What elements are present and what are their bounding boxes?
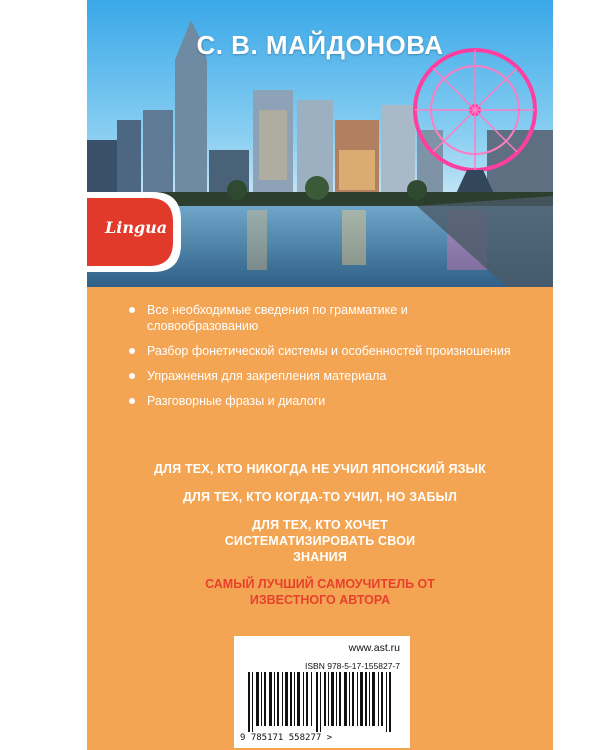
publisher-url: www.ast.ru <box>348 642 400 654</box>
barcode-icon <box>248 672 396 732</box>
book-back-cover <box>87 0 553 750</box>
feature-text: Упражнения для закрепления материала <box>147 369 387 383</box>
bullet-icon <box>129 398 135 404</box>
feature-text: Разбор фонетической системы и особенностей произношения <box>147 344 511 358</box>
feature-item <box>125 302 515 334</box>
bullet-icon <box>129 373 135 379</box>
feature-item <box>125 343 515 359</box>
bullet-icon <box>129 307 135 313</box>
audience-line-2: ДЛЯ ТЕХ, КТО КОГДА-ТО УЧИЛ, НО ЗАБЫЛ <box>182 490 458 504</box>
feature-text: Все необходимые сведения по грамматике и словообразованию <box>147 303 408 333</box>
feature-list <box>125 302 515 418</box>
barcode-panel <box>234 636 410 748</box>
logo-text: Lingua <box>105 218 168 237</box>
tagline: САМЫЙ ЛУЧШИЙ САМОУЧИТЕЛЬ ОТ ИЗВЕСТНОГО АВТОРА <box>205 577 435 607</box>
feature-item <box>125 368 515 384</box>
author-name: С. В. МАЙДОНОВА <box>196 30 444 60</box>
bullet-icon <box>129 348 135 354</box>
feature-item <box>125 393 515 409</box>
isbn-text: ISBN 978-5-17-155827-7 <box>305 661 400 671</box>
barcode-digits: 9 785171 558277 > <box>240 733 333 743</box>
audience-line-1: ДЛЯ ТЕХ, КТО НИКОГДА НЕ УЧИЛ ЯПОНСКИЙ ЯЗЫК <box>154 462 486 476</box>
audience-line-3: ДЛЯ ТЕХ, КТО ХОЧЕТ СИСТЕМАТИЗИРОВАТЬ СВОИ ЗНАНИЯ <box>224 518 416 564</box>
feature-text: Разговорные фразы и диалоги <box>147 394 326 408</box>
